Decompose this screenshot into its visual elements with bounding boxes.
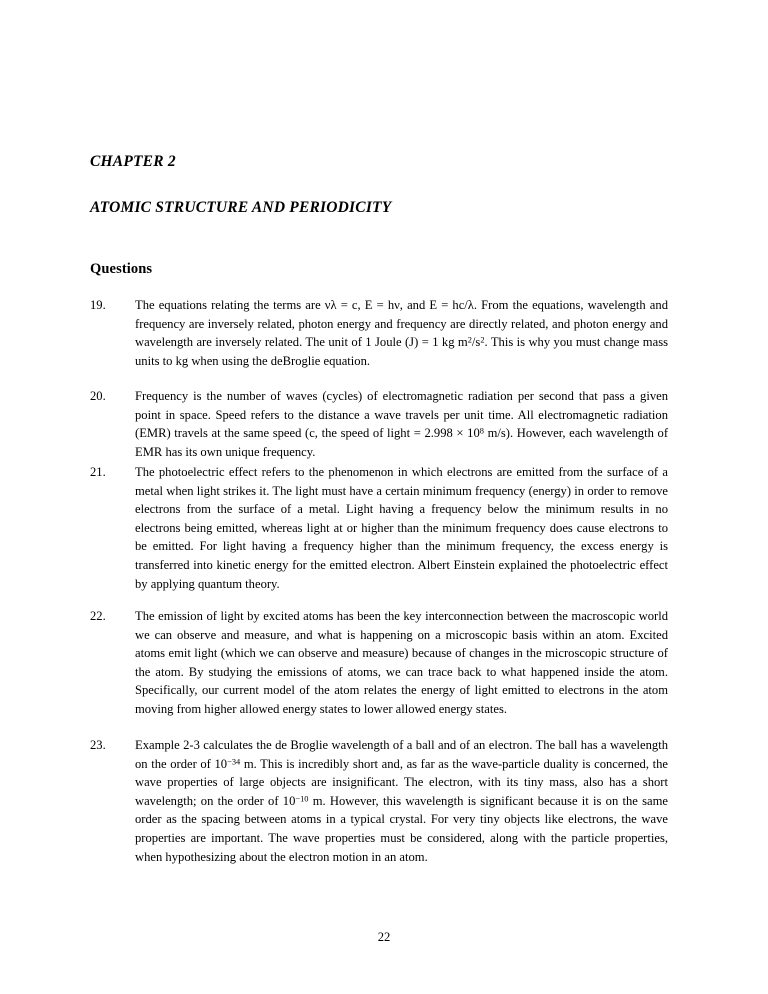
question-block xyxy=(90,387,668,461)
question-body: The emission of light by excited atoms has been the key interconnection between the macroscopic world we can observe and measure, and what is happening on a microscopic basis within an atom. Excited atoms emit light (which we can observe and measure) because of changes in the microscopic structure of the atom. By studying the emissions of atoms, we can trace back to what happened inside the atom. Specifically, our current model of the atom relates the energy of light emitted to electrons in the atom moving from higher allowed energy states to lower allowed energy states. xyxy=(135,609,668,716)
exponent: −10 xyxy=(295,794,309,804)
exponent: 8 xyxy=(479,426,484,436)
question-block xyxy=(90,296,668,370)
page-number: 22 xyxy=(377,930,391,944)
question-body: Example 2-3 calculates the de Broglie wavelength of a ball and of an electron. The ball has a wavelength on the order of $10^{-34}$ m. This is incredibly short and, as far as the wave-particle duality is concerned, the wave properties of large objects are insignificant. The electron, with its tiny mass, also has a short wavelength; on the order of $10^{-10}$ m. However, this wavelength is significant because it is on the same order as the spacing between atoms in a typical crystal. For very tiny objects like electrons, the wave properties are important. The wave properties must be considered, along with the particle properties, when hypothesizing about the electron motion in an atom. xyxy=(135,738,668,864)
question-body: Frequency is the number of waves (cycles) of electromagnetic radiation per second that pass a given point in space. Speed refers to the distance a wave travels per unit time. All electromagnetic radiation (EMR) travels at the same speed (c, the speed of light = $2.998 \times 10^8$ m/s). However, each wavelength of EMR has its own unique frequency. xyxy=(135,389,669,459)
question-body: The photoelectric effect refers to the phenomenon in which electrons are emitted from the surface of a metal when light strikes it. The light must have a certain minimum frequency (energy) in order to remove electrons from the surface of a metal. Light having a frequency below the minimum results in no electrons being emitted, whereas light at or higher than the minimum frequency does cause electrons to be emitted. For light having a frequency higher than the minimum frequency, the excess energy is transferred into kinetic energy for the emitted electron. Albert Einstein explained the photoelectric effect by applying quantum theory. xyxy=(135,465,668,591)
exponent: 2 xyxy=(480,335,485,345)
exponent: 2 xyxy=(467,335,472,345)
question-block xyxy=(90,463,668,593)
question-number: 21. xyxy=(90,465,106,479)
document-title-heading: ATOMIC STRUCTURE AND PERIODICITY xyxy=(90,199,392,216)
question-body: The equations relating the terms are νλ = c, E = hν, and E = hc/λ. From the equations, wavelength and frequency are inversely related, photon energy and frequency are directly related, and photon energy and wavelength are inversely related. The unit of 1 Joule (J) = 1 kg $m^2/s^2$. This is why you must change mass units to kg when using the deBroglie equation. xyxy=(135,298,668,368)
question-number: 23. xyxy=(90,738,106,752)
question-number: 19. xyxy=(90,298,106,312)
question-block xyxy=(90,607,668,719)
question-number: 20. xyxy=(90,389,106,403)
question-block xyxy=(90,736,668,866)
section-heading-questions: Questions xyxy=(90,261,153,277)
chapter-heading: CHAPTER 2 xyxy=(90,153,176,170)
exponent: −34 xyxy=(227,757,241,767)
question-number: 22. xyxy=(90,609,106,623)
